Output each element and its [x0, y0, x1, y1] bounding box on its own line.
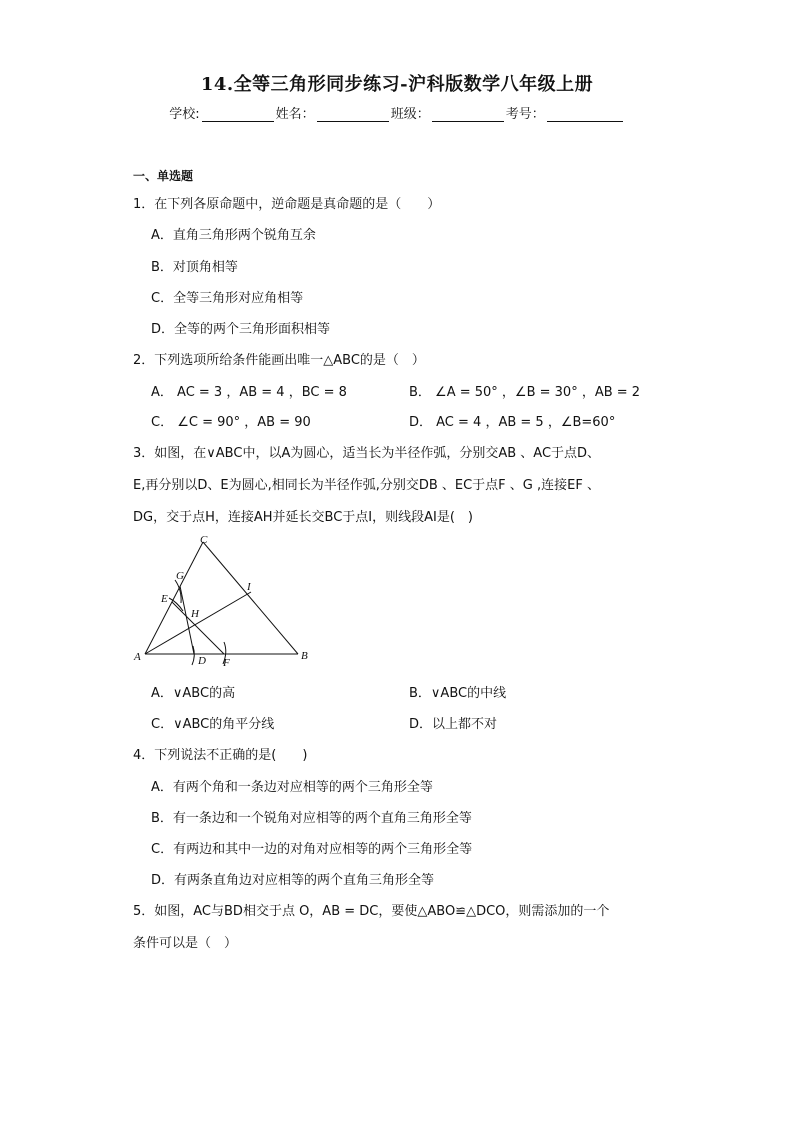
figure-label-f: F — [223, 657, 230, 668]
question-1-stem: 1．在下列各原命题中，逆命题是真命题的是（ ） — [133, 197, 441, 212]
question-3-option-c[interactable]: C．∨ABC的角平分线 — [151, 717, 275, 732]
question-2-option-b[interactable]: B． ∠A = 50° ，∠B = 30° ，AB = 2 — [409, 385, 641, 400]
question-3-option-a[interactable]: A．∨ABC的高 — [151, 686, 236, 701]
question-3-line-3: DG，交于点H，连接AH并延长交BC于点I，则线段AI是( ) — [133, 510, 473, 525]
figure-label-d: D — [198, 655, 206, 667]
figure-label-h: H — [191, 608, 199, 620]
arc-near-g — [175, 580, 181, 603]
question-4-option-c[interactable]: C．有两边和其中一边的对角对应相等的两个三角形全等 — [151, 842, 473, 857]
school-label: 学校: — [169, 107, 200, 122]
question-1-option-c[interactable]: C．全等三角形对应角相等 — [151, 291, 304, 306]
question-1-option-a[interactable]: A．直角三角形两个锐角互余 — [151, 228, 316, 243]
question-2-option-a[interactable]: A． AC = 3 ，AB = 4 ，BC = 8 — [151, 385, 347, 400]
question-3-line-1: 3．如图，在∨ABC中，以A为圆心，适当长为半径作弧，分别交AB 、AC于点D、 — [133, 446, 601, 461]
side-bc — [203, 542, 298, 654]
question-2-stem: 2．下列选项所给条件能画出唯一△ABC的是（ ） — [133, 353, 425, 368]
question-4-option-b[interactable]: B．有一条边和一个锐角对应相等的两个直角三角形全等 — [151, 811, 472, 826]
figure-label-i: I — [247, 581, 251, 593]
class-label: 班级： — [390, 107, 430, 122]
student-info-row — [0, 103, 794, 122]
section-heading: 一、单选题 — [133, 169, 194, 183]
school-blank[interactable] — [202, 107, 274, 122]
question-2-option-d[interactable]: D． AC = 4 ，AB = 5 ，∠B=60° — [409, 415, 616, 430]
figure-label-b: B — [301, 650, 308, 662]
figure-label-g: G — [176, 570, 184, 582]
triangle-construction-figure — [130, 532, 320, 668]
question-4-option-d[interactable]: D．有两条直角边对应相等的两个直角三角形全等 — [151, 873, 435, 888]
page-title: 14.全等三角形同步练习-沪科版数学八年级上册 — [200, 74, 594, 95]
name-blank[interactable] — [317, 107, 389, 122]
question-1-option-b[interactable]: B．对顶角相等 — [151, 260, 238, 275]
question-4-stem: 4．下列说法不正确的是( ) — [133, 748, 308, 763]
question-3-option-d[interactable]: D．以上都不对 — [409, 717, 498, 732]
name-label: 姓名： — [275, 107, 315, 122]
question-3-option-b[interactable]: B．∨ABC的中线 — [409, 686, 507, 701]
question-2-option-c[interactable]: C． ∠C = 90° ，AB = 90 — [151, 415, 311, 430]
question-3-line-2: E,再分别以D、E为圆心,相同长为半径作弧,分别交DB 、EC于点F 、G ,连接EF 、 — [133, 478, 600, 493]
question-4-option-a[interactable]: A．有两个角和一条边对应相等的两个三角形全等 — [151, 780, 433, 795]
question-5-line-1: 5．如图，AC与BD相交于点 O，AB = DC，要使△ABO≌△DCO，则需添加的一个 — [133, 904, 610, 919]
figure-label-c: C — [200, 534, 208, 546]
question-1-option-d[interactable]: D．全等的两个三角形面积相等 — [151, 322, 331, 337]
exam-no-blank[interactable] — [547, 107, 623, 122]
question-5-line-2: 条件可以是（ ） — [133, 936, 238, 951]
class-blank[interactable] — [432, 107, 504, 122]
exam-no-label: 考号： — [505, 107, 545, 122]
figure-label-e: E — [161, 593, 168, 605]
segment-dg — [180, 586, 194, 654]
figure-label-a: A — [134, 651, 141, 663]
